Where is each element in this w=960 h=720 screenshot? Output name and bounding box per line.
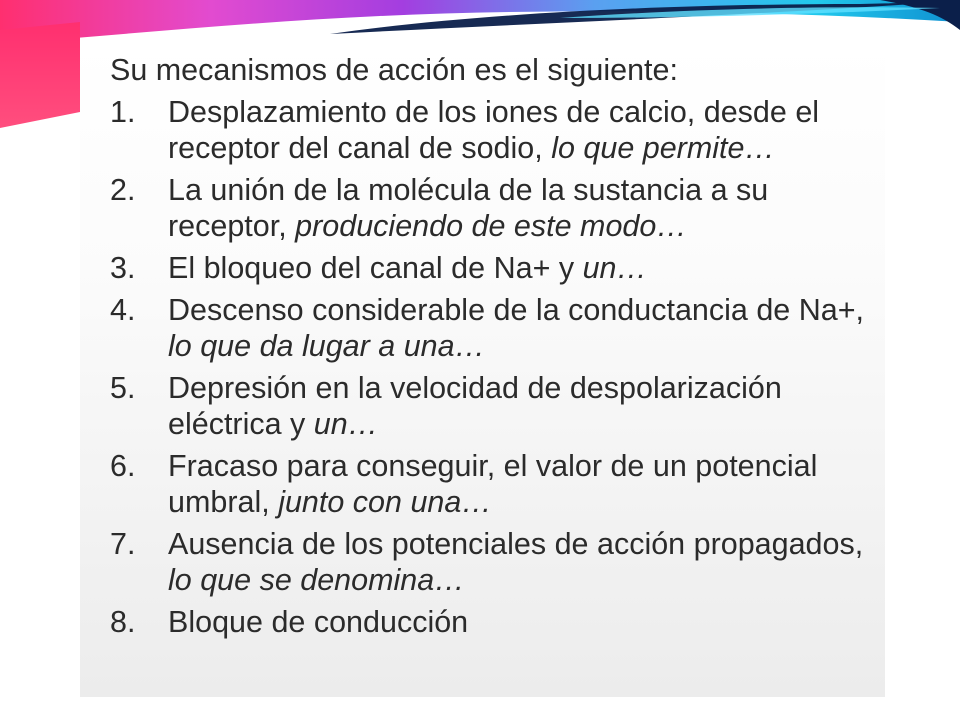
- step-number: 8.: [110, 605, 136, 639]
- step-text: El bloqueo del canal de Na+ y: [168, 251, 583, 285]
- step-number: 3.: [110, 251, 136, 285]
- step-text-block: [168, 604, 865, 640]
- step-note: lo que da lugar a una…: [168, 329, 486, 363]
- step-text: Bloque de conducción: [168, 605, 469, 639]
- step-text-block: [168, 370, 865, 442]
- step-number: 1.: [110, 95, 136, 129]
- step-text: La unión de la molécula de la sustancia a su receptor,: [168, 173, 769, 243]
- content-panel: [80, 42, 885, 697]
- step-text-block: [168, 448, 865, 520]
- step-number: 7.: [110, 527, 136, 561]
- slide-intro: Su mecanismos de acción es el siguiente:: [110, 53, 678, 87]
- step-note: junto con una…: [278, 485, 492, 519]
- step-text-block: [168, 94, 865, 166]
- step-note: produciendo de este modo…: [295, 209, 687, 243]
- step-item-6: [110, 448, 865, 520]
- step-text-block: [168, 526, 865, 598]
- step-item-5: [110, 370, 865, 442]
- step-item-1: [110, 94, 865, 166]
- step-item-4: [110, 292, 865, 364]
- step-text: Depresión en la velocidad de despolarización eléctrica y: [168, 371, 782, 441]
- step-note: lo que se denomina…: [168, 563, 465, 597]
- step-text-block: [168, 292, 865, 364]
- step-item-8: [110, 604, 865, 640]
- step-number: 5.: [110, 371, 136, 405]
- step-note: un…: [582, 251, 648, 285]
- step-number: 6.: [110, 449, 136, 483]
- step-note: un…: [313, 407, 379, 441]
- step-text-block: [168, 250, 865, 286]
- step-number: 4.: [110, 293, 136, 327]
- step-number: 2.: [110, 173, 136, 207]
- step-text: Ausencia de los potenciales de acción propagados,: [168, 527, 864, 561]
- step-text: Descenso considerable de la conductancia de Na+,: [168, 293, 865, 327]
- step-text: Desplazamiento de los iones de calcio, desde el receptor del canal de sodio,: [168, 95, 820, 165]
- mechanism-steps-list: [110, 94, 865, 640]
- step-item-7: [110, 526, 865, 598]
- left-accent-shape: [0, 22, 80, 128]
- step-text-block: [168, 172, 865, 244]
- step-text: Fracaso para conseguir, el valor de un potencial umbral,: [168, 449, 818, 519]
- decorative-left-accent: [0, 0, 80, 130]
- step-note: lo que permite…: [551, 131, 775, 165]
- step-item-2: [110, 172, 865, 244]
- step-item-3: [110, 250, 865, 286]
